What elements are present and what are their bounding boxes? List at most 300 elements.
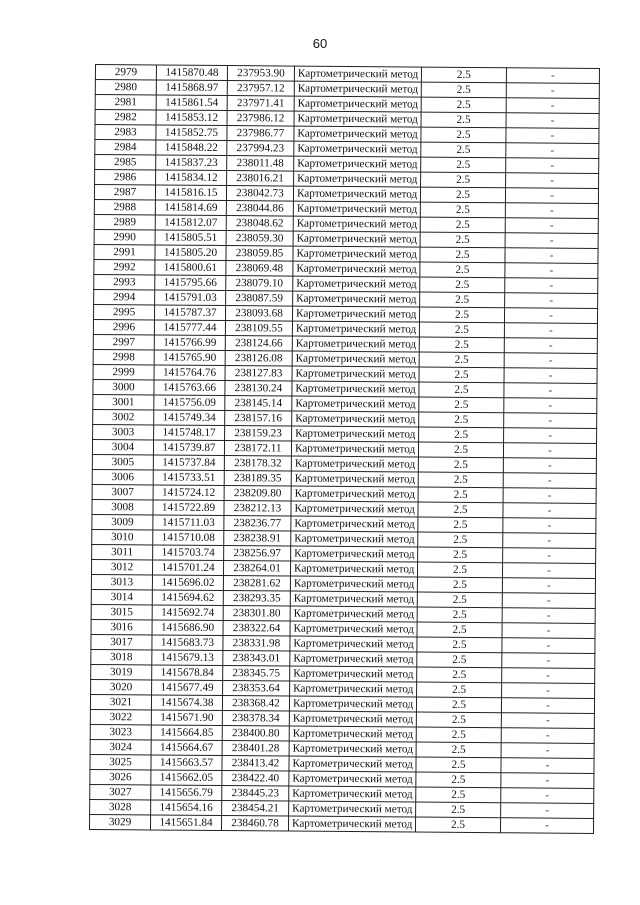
description-cell: - — [504, 383, 597, 399]
y-coordinate-cell: 238345.75 — [223, 666, 290, 682]
description-cell: - — [501, 758, 594, 774]
point-number-cell: 2983 — [95, 125, 156, 140]
description-cell: - — [505, 263, 598, 279]
point-number-cell: 2992 — [94, 259, 155, 274]
method-cell: Картометрический метод — [293, 261, 420, 277]
method-cell: Картометрический метод — [291, 501, 418, 517]
description-cell: - — [506, 173, 599, 189]
x-coordinate-cell: 1415710.08 — [153, 530, 224, 546]
point-number-cell: 2988 — [94, 199, 155, 214]
y-coordinate-cell: 238178.32 — [224, 456, 291, 472]
x-coordinate-cell: 1415812.07 — [155, 215, 226, 231]
x-coordinate-cell: 1415764.76 — [154, 365, 225, 381]
accuracy-cell: 2.5 — [421, 157, 506, 173]
y-coordinate-cell: 238016.21 — [227, 171, 294, 187]
description-cell: - — [506, 98, 599, 114]
description-cell: - — [505, 293, 598, 309]
method-cell: Картометрический метод — [289, 741, 416, 757]
accuracy-cell: 2.5 — [420, 202, 505, 218]
method-cell: Картометрический метод — [292, 306, 419, 322]
y-coordinate-cell: 238413.42 — [222, 756, 289, 772]
method-cell: Картометрический метод — [292, 411, 419, 427]
accuracy-cell: 2.5 — [416, 727, 501, 743]
x-coordinate-cell: 1415853.12 — [156, 110, 227, 126]
point-number-cell: 3006 — [92, 469, 153, 484]
description-cell: - — [502, 608, 595, 624]
y-coordinate-cell: 238401.28 — [222, 741, 289, 757]
point-number-cell: 3019 — [91, 664, 152, 679]
method-cell: Картометрический метод — [290, 636, 417, 652]
description-cell: - — [502, 563, 595, 579]
x-coordinate-cell: 1415749.34 — [154, 410, 225, 426]
description-cell: - — [502, 578, 595, 594]
accuracy-cell: 2.5 — [419, 382, 504, 398]
method-cell: Картометрический метод — [293, 216, 420, 232]
description-cell: - — [506, 83, 599, 99]
y-coordinate-cell: 238368.42 — [222, 696, 289, 712]
x-coordinate-cell: 1415748.17 — [154, 425, 225, 441]
y-coordinate-cell: 238042.73 — [226, 186, 293, 202]
y-coordinate-cell: 238293.35 — [223, 591, 290, 607]
y-coordinate-cell: 238127.83 — [225, 366, 292, 382]
description-cell: - — [505, 218, 598, 234]
point-number-cell: 2981 — [95, 95, 156, 110]
y-coordinate-cell: 238069.48 — [226, 261, 293, 277]
x-coordinate-cell: 1415694.62 — [152, 590, 223, 606]
point-number-cell: 3028 — [90, 799, 151, 814]
accuracy-cell: 2.5 — [416, 742, 501, 758]
method-cell: Картометрический метод — [293, 186, 420, 202]
description-cell: - — [505, 248, 598, 264]
point-number-cell: 2999 — [93, 364, 154, 379]
y-coordinate-cell: 238281.62 — [223, 576, 290, 592]
method-cell: Картометрический метод — [292, 396, 419, 412]
y-coordinate-cell: 238378.34 — [222, 711, 289, 727]
description-cell: - — [501, 803, 594, 819]
accuracy-cell: 2.5 — [418, 442, 503, 458]
x-coordinate-cell: 1415663.57 — [151, 755, 222, 771]
x-coordinate-cell: 1415816.15 — [155, 185, 226, 201]
y-coordinate-cell: 238331.98 — [223, 636, 290, 652]
x-coordinate-cell: 1415722.89 — [153, 500, 224, 516]
point-number-cell: 3009 — [92, 514, 153, 529]
description-cell: - — [503, 488, 596, 504]
method-cell: Картометрический метод — [292, 351, 419, 367]
accuracy-cell: 2.5 — [418, 457, 503, 473]
point-number-cell: 3002 — [93, 409, 154, 424]
point-number-cell: 3013 — [91, 574, 152, 589]
y-coordinate-cell: 238238.91 — [224, 531, 291, 547]
point-number-cell: 3021 — [90, 694, 151, 709]
accuracy-cell: 2.5 — [420, 217, 505, 233]
point-number-cell: 3024 — [90, 739, 151, 754]
accuracy-cell: 2.5 — [417, 667, 502, 683]
description-cell: - — [503, 503, 596, 519]
page-number: 60 — [312, 36, 328, 51]
description-cell: - — [501, 698, 594, 714]
description-cell: - — [502, 653, 595, 669]
point-number-cell: 2985 — [95, 155, 156, 170]
x-coordinate-cell: 1415686.90 — [152, 620, 223, 636]
method-cell: Картометрический метод — [290, 576, 417, 592]
accuracy-cell: 2.5 — [421, 127, 506, 143]
method-cell: Картометрический метод — [291, 516, 418, 532]
description-cell: - — [506, 158, 599, 174]
point-number-cell: 2997 — [93, 334, 154, 349]
description-cell: - — [506, 113, 599, 129]
description-cell: - — [503, 518, 596, 534]
description-cell: - — [504, 413, 597, 429]
point-number-cell: 3000 — [93, 379, 154, 394]
accuracy-cell: 2.5 — [421, 112, 506, 128]
method-cell: Картометрический метод — [291, 546, 418, 562]
method-cell: Картометрический метод — [289, 801, 416, 817]
accuracy-cell: 2.5 — [417, 622, 502, 638]
x-coordinate-cell: 1415766.99 — [154, 335, 225, 351]
method-cell: Картометрический метод — [294, 96, 421, 112]
y-coordinate-cell: 237957.12 — [227, 81, 294, 97]
x-coordinate-cell: 1415664.67 — [151, 740, 222, 756]
x-coordinate-cell: 1415656.79 — [151, 785, 222, 801]
x-coordinate-cell: 1415678.84 — [152, 665, 223, 681]
x-coordinate-cell: 1415765.90 — [154, 350, 225, 366]
point-number-cell: 3029 — [89, 814, 150, 829]
accuracy-cell: 2.5 — [419, 427, 504, 443]
x-coordinate-cell: 1415756.09 — [154, 395, 225, 411]
point-number-cell: 2989 — [94, 214, 155, 229]
method-cell: Картометрический метод — [289, 711, 416, 727]
x-coordinate-cell: 1415837.23 — [156, 155, 227, 171]
x-coordinate-cell: 1415805.51 — [155, 230, 226, 246]
x-coordinate-cell: 1415795.66 — [155, 275, 226, 291]
description-cell: - — [505, 203, 598, 219]
y-coordinate-cell: 238048.62 — [226, 216, 293, 232]
x-coordinate-cell: 1415852.75 — [156, 125, 227, 141]
point-number-cell: 3016 — [91, 619, 152, 634]
description-cell: - — [501, 743, 594, 759]
accuracy-cell: 2.5 — [416, 802, 501, 818]
y-coordinate-cell: 238093.68 — [225, 306, 292, 322]
description-cell: - — [502, 623, 595, 639]
y-coordinate-cell: 237953.90 — [227, 66, 294, 82]
description-cell: - — [504, 353, 597, 369]
y-coordinate-cell: 238422.40 — [222, 771, 289, 787]
y-coordinate-cell: 238212.13 — [224, 501, 291, 517]
accuracy-cell: 2.5 — [421, 82, 506, 98]
x-coordinate-cell: 1415651.84 — [150, 815, 221, 831]
description-cell: - — [505, 188, 598, 204]
accuracy-cell: 2.5 — [416, 712, 501, 728]
method-cell: Картометрический метод — [293, 231, 420, 247]
point-number-cell: 3008 — [92, 499, 153, 514]
description-cell: - — [501, 728, 594, 744]
accuracy-cell: 2.5 — [419, 397, 504, 413]
method-cell: Картометрический метод — [292, 366, 419, 382]
accuracy-cell: 2.5 — [420, 277, 505, 293]
y-coordinate-cell: 238301.80 — [223, 606, 290, 622]
y-coordinate-cell: 238460.78 — [221, 816, 288, 832]
accuracy-cell: 2.5 — [419, 337, 504, 353]
y-coordinate-cell: 238209.80 — [224, 486, 291, 502]
accuracy-cell: 2.5 — [419, 307, 504, 323]
point-number-cell: 3017 — [91, 634, 152, 649]
accuracy-cell: 2.5 — [417, 592, 502, 608]
method-cell: Картометрический метод — [290, 681, 417, 697]
method-cell: Картометрический метод — [294, 171, 421, 187]
method-cell: Картометрический метод — [294, 81, 421, 97]
point-number-cell: 3025 — [90, 754, 151, 769]
point-number-cell: 2984 — [95, 140, 156, 155]
description-cell: - — [504, 338, 597, 354]
method-cell: Картометрический метод — [289, 696, 416, 712]
description-cell: - — [501, 788, 594, 804]
point-number-cell: 3022 — [90, 709, 151, 724]
method-cell: Картометрический метод — [291, 471, 418, 487]
accuracy-cell: 2.5 — [418, 487, 503, 503]
point-number-cell: 2990 — [94, 229, 155, 244]
description-cell: - — [503, 443, 596, 459]
y-coordinate-cell: 237986.77 — [227, 126, 294, 142]
method-cell: Картометрический метод — [292, 321, 419, 337]
method-cell: Картометрический метод — [294, 156, 421, 172]
point-number-cell: 2993 — [94, 274, 155, 289]
y-coordinate-cell: 237986.12 — [227, 111, 294, 127]
x-coordinate-cell: 1415805.20 — [155, 245, 226, 261]
description-cell: - — [502, 593, 595, 609]
method-cell: Картометрический метод — [293, 291, 420, 307]
y-coordinate-cell: 238256.97 — [224, 546, 291, 562]
description-cell: - — [504, 368, 597, 384]
point-number-cell: 2979 — [95, 65, 156, 80]
point-number-cell: 2980 — [95, 80, 156, 95]
point-number-cell: 3018 — [91, 649, 152, 664]
x-coordinate-cell: 1415800.61 — [155, 260, 226, 276]
method-cell: Картометрический метод — [291, 531, 418, 547]
x-coordinate-cell: 1415671.90 — [151, 710, 222, 726]
x-coordinate-cell: 1415787.37 — [154, 305, 225, 321]
accuracy-cell: 2.5 — [417, 607, 502, 623]
description-cell: - — [502, 668, 595, 684]
description-cell: - — [503, 533, 596, 549]
accuracy-cell: 2.5 — [416, 697, 501, 713]
x-coordinate-cell: 1415662.05 — [151, 770, 222, 786]
method-cell: Картометрический метод — [290, 606, 417, 622]
method-cell: Картометрический метод — [289, 726, 416, 742]
y-coordinate-cell: 238159.23 — [225, 426, 292, 442]
method-cell: Картометрический метод — [294, 111, 421, 127]
accuracy-cell: 2.5 — [419, 322, 504, 338]
x-coordinate-cell: 1415870.48 — [156, 65, 227, 81]
point-number-cell: 3027 — [90, 784, 151, 799]
description-cell: - — [506, 68, 599, 84]
y-coordinate-cell: 238124.66 — [225, 336, 292, 352]
x-coordinate-cell: 1415683.73 — [152, 635, 223, 651]
method-cell: Картометрический метод — [294, 66, 421, 82]
y-coordinate-cell: 238157.16 — [225, 411, 292, 427]
y-coordinate-cell: 237994.23 — [227, 141, 294, 157]
accuracy-cell: 2.5 — [416, 772, 501, 788]
point-number-cell: 2986 — [95, 170, 156, 185]
x-coordinate-cell: 1415739.87 — [153, 440, 224, 456]
accuracy-cell: 2.5 — [421, 172, 506, 188]
point-number-cell: 2995 — [93, 304, 154, 319]
coordinates-table-body — [89, 65, 599, 834]
point-number-cell: 3014 — [91, 589, 152, 604]
description-cell: - — [503, 473, 596, 489]
x-coordinate-cell: 1415737.84 — [153, 455, 224, 471]
x-coordinate-cell: 1415724.12 — [153, 485, 224, 501]
y-coordinate-cell: 238109.55 — [225, 321, 292, 337]
point-number-cell: 3001 — [93, 394, 154, 409]
y-coordinate-cell: 238264.01 — [223, 561, 290, 577]
y-coordinate-cell: 238011.48 — [227, 156, 294, 172]
description-cell: - — [501, 773, 594, 789]
point-number-cell: 2998 — [93, 349, 154, 364]
x-coordinate-cell: 1415703.74 — [153, 545, 224, 561]
x-coordinate-cell: 1415679.13 — [152, 650, 223, 666]
x-coordinate-cell: 1415814.69 — [155, 200, 226, 216]
method-cell: Картометрический метод — [293, 201, 420, 217]
accuracy-cell: 2.5 — [418, 547, 503, 563]
y-coordinate-cell: 238044.86 — [226, 201, 293, 217]
accuracy-cell: 2.5 — [418, 517, 503, 533]
y-coordinate-cell: 237971.41 — [227, 96, 294, 112]
accuracy-cell: 2.5 — [421, 142, 506, 158]
description-cell: - — [505, 233, 598, 249]
description-cell: - — [506, 128, 599, 144]
accuracy-cell: 2.5 — [420, 262, 505, 278]
x-coordinate-cell: 1415664.85 — [151, 725, 222, 741]
y-coordinate-cell: 238189.35 — [224, 471, 291, 487]
y-coordinate-cell: 238087.59 — [226, 291, 293, 307]
method-cell: Картометрический метод — [289, 756, 416, 772]
description-cell: - — [502, 638, 595, 654]
accuracy-cell: 2.5 — [420, 187, 505, 203]
x-coordinate-cell: 1415868.97 — [156, 80, 227, 96]
description-cell: - — [500, 818, 593, 834]
method-cell: Картометрический метод — [294, 141, 421, 157]
x-coordinate-cell: 1415701.24 — [152, 560, 223, 576]
point-number-cell: 3005 — [92, 454, 153, 469]
accuracy-cell: 2.5 — [420, 232, 505, 248]
point-number-cell: 3011 — [92, 544, 153, 559]
coordinates-sheet — [89, 64, 590, 834]
y-coordinate-cell: 238145.14 — [225, 396, 292, 412]
accuracy-cell: 2.5 — [416, 757, 501, 773]
x-coordinate-cell: 1415791.03 — [155, 290, 226, 306]
point-number-cell: 3010 — [92, 529, 153, 544]
point-number-cell: 3015 — [91, 604, 152, 619]
y-coordinate-cell: 238172.11 — [224, 441, 291, 457]
method-cell: Картометрический метод — [288, 816, 415, 832]
point-number-cell: 2987 — [94, 185, 155, 200]
x-coordinate-cell: 1415834.12 — [156, 170, 227, 186]
accuracy-cell: 2.5 — [416, 787, 501, 803]
accuracy-cell: 2.5 — [417, 577, 502, 593]
description-cell: - — [506, 143, 599, 159]
y-coordinate-cell: 238343.01 — [223, 651, 290, 667]
coordinates-table — [89, 64, 600, 834]
point-number-cell: 3012 — [91, 559, 152, 574]
x-coordinate-cell: 1415711.03 — [153, 515, 224, 531]
accuracy-cell: 2.5 — [421, 97, 506, 113]
method-cell: Картометрический метод — [290, 666, 417, 682]
x-coordinate-cell: 1415777.44 — [154, 320, 225, 336]
accuracy-cell: 2.5 — [418, 502, 503, 518]
description-cell: - — [504, 308, 597, 324]
method-cell: Картометрический метод — [294, 126, 421, 142]
accuracy-cell: 2.5 — [417, 682, 502, 698]
accuracy-cell: 2.5 — [419, 352, 504, 368]
point-number-cell: 2994 — [94, 289, 155, 304]
method-cell: Картометрический метод — [291, 441, 418, 457]
y-coordinate-cell: 238445.23 — [222, 786, 289, 802]
x-coordinate-cell: 1415696.02 — [152, 575, 223, 591]
x-coordinate-cell: 1415861.54 — [156, 95, 227, 111]
accuracy-cell: 2.5 — [418, 532, 503, 548]
point-number-cell: 3020 — [91, 679, 152, 694]
accuracy-cell: 2.5 — [420, 292, 505, 308]
description-cell: - — [504, 428, 597, 444]
method-cell: Картометрический метод — [291, 456, 418, 472]
point-number-cell: 3026 — [90, 769, 151, 784]
y-coordinate-cell: 238130.24 — [225, 381, 292, 397]
accuracy-cell: 2.5 — [419, 412, 504, 428]
y-coordinate-cell: 238126.08 — [225, 351, 292, 367]
description-cell: - — [505, 278, 598, 294]
method-cell: Картометрический метод — [290, 651, 417, 667]
description-cell: - — [503, 548, 596, 564]
x-coordinate-cell: 1415733.51 — [153, 470, 224, 486]
y-coordinate-cell: 238322.64 — [223, 621, 290, 637]
point-number-cell: 3007 — [92, 484, 153, 499]
accuracy-cell: 2.5 — [417, 652, 502, 668]
method-cell: Картометрический метод — [292, 381, 419, 397]
y-coordinate-cell: 238454.21 — [222, 801, 289, 817]
point-number-cell: 2991 — [94, 244, 155, 259]
y-coordinate-cell: 238059.30 — [226, 231, 293, 247]
description-cell: - — [504, 323, 597, 339]
x-coordinate-cell: 1415674.38 — [151, 695, 222, 711]
point-number-cell: 3003 — [93, 424, 154, 439]
accuracy-cell: 2.5 — [415, 817, 500, 833]
method-cell: Картометрический метод — [293, 246, 420, 262]
accuracy-cell: 2.5 — [417, 562, 502, 578]
y-coordinate-cell: 238059.85 — [226, 246, 293, 262]
method-cell: Картометрический метод — [290, 591, 417, 607]
accuracy-cell: 2.5 — [417, 637, 502, 653]
y-coordinate-cell: 238400.80 — [222, 726, 289, 742]
accuracy-cell: 2.5 — [418, 472, 503, 488]
point-number-cell: 2982 — [95, 110, 156, 125]
accuracy-cell: 2.5 — [419, 367, 504, 383]
y-coordinate-cell: 238236.77 — [224, 516, 291, 532]
accuracy-cell: 2.5 — [421, 67, 506, 83]
description-cell: - — [502, 683, 595, 699]
point-number-cell: 2996 — [93, 319, 154, 334]
method-cell: Картометрический метод — [290, 561, 417, 577]
x-coordinate-cell: 1415654.16 — [151, 800, 222, 816]
method-cell: Картометрический метод — [293, 276, 420, 292]
point-number-cell: 3023 — [90, 724, 151, 739]
y-coordinate-cell: 238079.10 — [226, 276, 293, 292]
method-cell: Картометрический метод — [289, 786, 416, 802]
table-row — [89, 814, 593, 833]
description-cell: - — [503, 458, 596, 474]
x-coordinate-cell: 1415677.49 — [152, 680, 223, 696]
method-cell: Картометрический метод — [292, 426, 419, 442]
method-cell: Картометрический метод — [292, 336, 419, 352]
